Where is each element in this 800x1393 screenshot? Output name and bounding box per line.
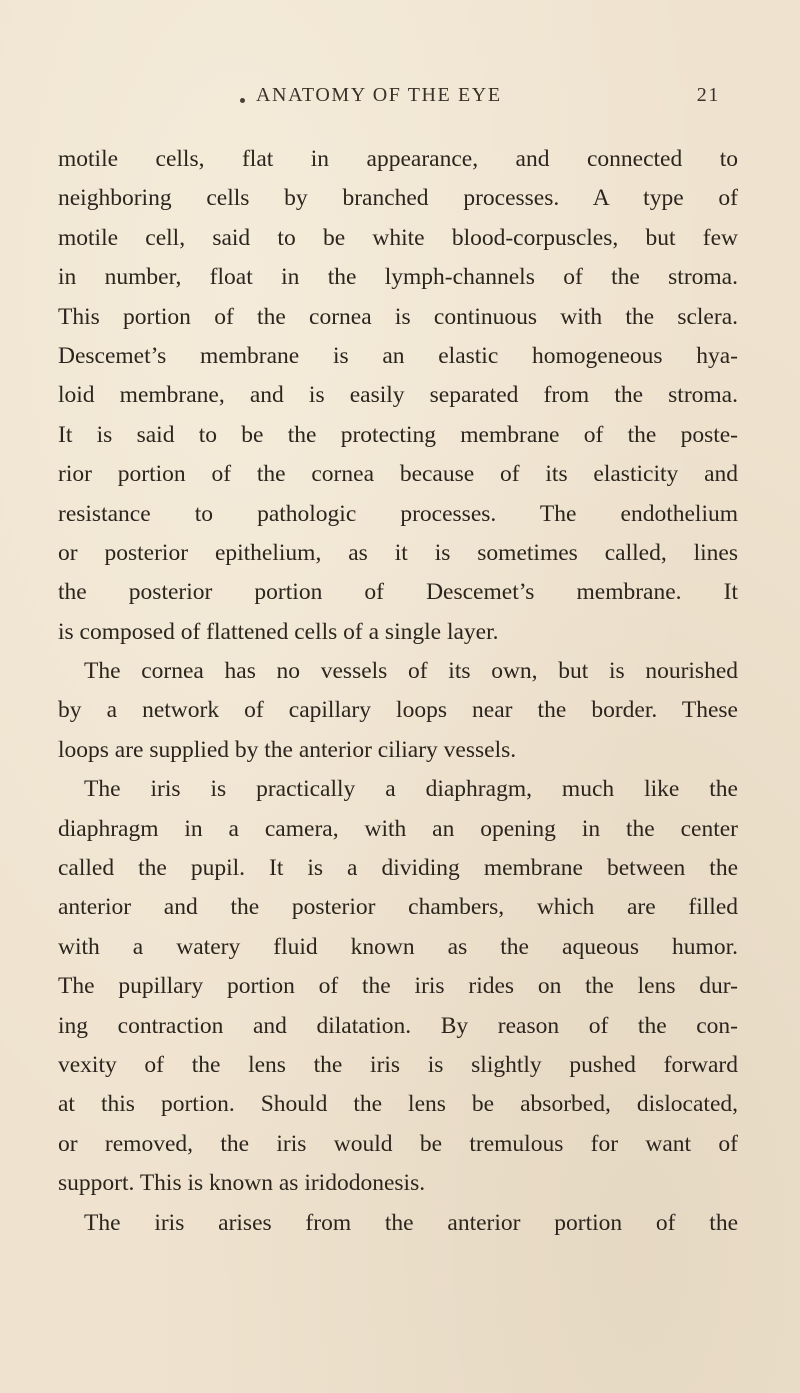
- text-line: support. This is known as iridodonesis.: [58, 1170, 426, 1197]
- text-line: This portion of the cornea is continuous with the sclera.: [58, 303, 738, 330]
- text-line: neighboring cells by branched processes. A type of: [58, 185, 738, 212]
- text-line: by a network of capillary loops near the border. These: [58, 697, 738, 724]
- text-line: the posterior portion of Descemet’s membrane. It: [58, 579, 738, 606]
- running-head: [240, 84, 720, 124]
- text-line: diaphragm in a camera, with an opening in the center: [58, 815, 738, 842]
- text-line: rior portion of the cornea because of its elasticity and: [58, 461, 738, 488]
- text-line: in number, float in the lymph-channels of the stroma.: [58, 264, 738, 291]
- text-line: The iris arises from the anterior portion of the: [84, 1209, 738, 1236]
- text-line: loid membrane, and is easily separated from the stroma.: [58, 382, 738, 409]
- text-line: loops are supplied by the anterior ciliary vessels.: [58, 736, 517, 763]
- text-line: ing contraction and dilatation. By reason of the con-: [58, 1012, 738, 1039]
- text-line: resistance to pathologic processes. The endothelium: [58, 500, 738, 527]
- text-line: is composed of flattened cells of a single layer.: [58, 618, 499, 645]
- text-line: motile cell, said to be white blood-corpuscles, but few: [58, 224, 738, 251]
- text-line: or removed, the iris would be tremulous for want of: [58, 1130, 738, 1157]
- body-text: [58, 140, 738, 1243]
- text-line: The iris is practically a diaphragm, much like the: [84, 776, 738, 803]
- page-number: 21: [696, 84, 720, 106]
- text-line: The pupillary portion of the iris rides on the lens dur-: [58, 973, 738, 1000]
- text-line: Descemet’s membrane is an elastic homogeneous hya-: [58, 342, 738, 369]
- running-head-title: ANATOMY OF THE EYE: [256, 84, 502, 106]
- text-line: vexity of the lens the iris is slightly pushed forward: [58, 1051, 738, 1078]
- text-line: motile cells, flat in appearance, and connected to: [58, 146, 738, 172]
- text-line: at this portion. Should the lens be absorbed, dislocated,: [58, 1091, 738, 1118]
- text-line: The cornea has no vessels of its own, but is nourished: [84, 658, 738, 685]
- text-line: with a watery fluid known as the aqueous humor.: [58, 933, 738, 960]
- text-line: called the pupil. It is a dividing membrane between the: [58, 855, 738, 882]
- bullet-ornament: [240, 98, 245, 103]
- text-line: anterior and the posterior chambers, which are filled: [58, 894, 738, 921]
- text-line: It is said to be the protecting membrane of the poste-: [58, 421, 738, 448]
- text-line: or posterior epithelium, as it is sometimes called, lines: [58, 539, 738, 566]
